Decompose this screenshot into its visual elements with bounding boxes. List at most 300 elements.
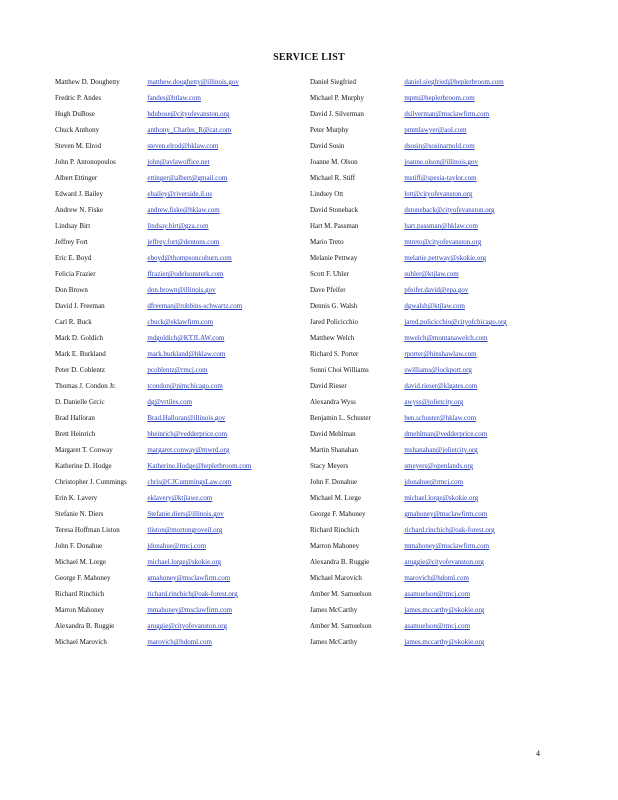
contact-email-link[interactable]: steven.elrod@hklaw.com <box>147 142 219 150</box>
contact-name: Richard Rinchich <box>309 526 360 534</box>
contact-email-link[interactable]: suhler@ktjlaw.com <box>404 270 459 278</box>
table-cell <box>404 478 575 494</box>
contact-name: David Rieser <box>309 382 347 390</box>
contact-email-link[interactable]: melanie.pettway@skokie.org <box>404 254 487 262</box>
table-cell <box>310 510 404 526</box>
contact-email-link[interactable]: Katherine.Hodge@heplerbroom.com <box>147 462 252 470</box>
contact-email-link[interactable]: ebailey@riverside.il.us <box>147 190 213 198</box>
contact-email-link[interactable]: mtreto@cityofevanston.org <box>404 238 482 246</box>
table-cell <box>55 558 147 574</box>
table-cell <box>147 158 310 174</box>
contact-email-link[interactable]: pmmlawyer@aol.com <box>404 126 467 134</box>
contact-name: Edward J. Bailey <box>55 190 104 198</box>
table-cell <box>147 446 310 462</box>
table-cell <box>55 222 147 238</box>
contact-name: George F. Mahoney <box>309 510 366 518</box>
contact-email-link[interactable]: richard.rinchich@oak-forest.org <box>147 590 238 598</box>
table-cell <box>55 142 147 158</box>
contact-name: Peter D. Coblentz <box>55 366 105 374</box>
table-cell <box>404 494 575 510</box>
table-row <box>55 286 575 302</box>
contact-name: Mario Treto <box>309 238 344 246</box>
table-cell <box>310 254 404 270</box>
contact-email-link[interactable]: james.mccarthy@skokie.org <box>404 606 485 614</box>
contact-name: Benjamin L. Schuster <box>309 414 371 422</box>
table-cell <box>55 606 147 622</box>
table-cell <box>147 110 310 126</box>
table-cell <box>147 478 310 494</box>
contact-name: Jared Policicchio <box>309 318 358 326</box>
contact-email-link[interactable]: lindsay.birt@gza.com <box>147 222 209 230</box>
table-cell <box>147 510 310 526</box>
table-cell <box>310 94 404 110</box>
table-cell <box>404 430 575 446</box>
table-cell <box>404 158 575 174</box>
table-cell <box>55 462 147 478</box>
table-cell <box>55 622 147 638</box>
table-cell <box>310 430 404 446</box>
table-cell <box>310 638 404 654</box>
contact-email-link[interactable]: mmahoney@msclawfirm.com <box>147 606 233 614</box>
table-cell <box>147 542 310 558</box>
table-cell <box>404 302 575 318</box>
table-cell <box>147 382 310 398</box>
table-cell <box>55 526 147 542</box>
table-cell <box>404 574 575 590</box>
contact-email-link[interactable]: matthew.doughetty@illinois.gov <box>147 78 239 86</box>
table-row <box>55 638 575 654</box>
table-cell <box>404 510 575 526</box>
table-row <box>55 222 575 238</box>
table-row <box>55 206 575 222</box>
contact-name: John F. Donahue <box>55 542 103 550</box>
contact-name: Matthew D. Doughetty <box>55 78 120 86</box>
table-cell <box>55 254 147 270</box>
contact-name: Marron Mahoney <box>55 606 105 614</box>
table-cell <box>310 206 404 222</box>
table-cell <box>55 270 147 286</box>
table-cell <box>404 382 575 398</box>
table-row <box>55 462 575 478</box>
table-cell <box>147 142 310 158</box>
contact-name: Richard S. Porter <box>309 350 359 358</box>
contact-email-link[interactable]: marovich@hdoml.com <box>404 574 469 582</box>
contact-email-link[interactable]: mshanahan@jolietcity.org <box>404 446 478 454</box>
table-row <box>55 622 575 638</box>
contact-email-link[interactable]: awyss@jolietcity.org <box>404 398 464 406</box>
contact-email-link[interactable]: jdonahue@rmcj.com <box>147 542 207 550</box>
contact-email-link[interactable]: daniel.siegfried@heplerbroom.com <box>404 78 504 86</box>
contact-email-link[interactable]: chris@CJCummingsLaw.com <box>147 478 232 486</box>
contact-email-link[interactable]: swilliams@lockport.org <box>404 366 472 374</box>
table-cell <box>310 606 404 622</box>
contact-name: Michael Marovich <box>55 638 107 646</box>
table-cell <box>147 462 310 478</box>
table-cell <box>147 94 310 110</box>
table-cell <box>55 302 147 318</box>
contact-email-link[interactable]: asamuelson@rmcj.com <box>404 590 471 598</box>
contact-email-link[interactable]: michael.lorge@skokie.org <box>404 494 479 502</box>
contact-name: David J. Silverman <box>309 110 364 118</box>
contact-name: Don Brown <box>55 286 88 294</box>
table-cell <box>147 334 310 350</box>
contact-email-link[interactable]: dmehlman@vedderprice.com <box>404 430 488 438</box>
table-cell <box>310 190 404 206</box>
contact-email-link[interactable]: dstoneback@cityofevanston.org <box>404 206 495 214</box>
contact-email-link[interactable]: anthony_Charles_R@cat.com <box>147 126 232 134</box>
table-cell <box>147 174 310 190</box>
contact-name: Andrew N. Fiske <box>55 206 104 214</box>
contact-name: Joanne M. Olson <box>309 158 358 166</box>
contact-name: Alexandra Wyss <box>309 398 356 406</box>
table-cell <box>404 318 575 334</box>
contact-email-link[interactable]: jared.policicchio@cityofchicago.org <box>404 318 507 326</box>
contact-email-link[interactable]: ben.schuster@hklaw.com <box>404 414 477 422</box>
contact-name: Erin K. Lavery <box>55 494 98 502</box>
table-cell <box>147 366 310 382</box>
contact-email-link[interactable]: marovich@hdoml.com <box>147 638 212 646</box>
table-row <box>55 238 575 254</box>
table-cell <box>55 590 147 606</box>
table-cell <box>310 158 404 174</box>
table-cell <box>404 206 575 222</box>
table-row <box>55 414 575 430</box>
table-cell <box>55 638 147 654</box>
table-cell <box>55 190 147 206</box>
contact-email-link[interactable]: aruggie@cityofevanston.org <box>147 622 227 630</box>
contact-email-link[interactable]: hart.passman@hklaw.com <box>404 222 478 230</box>
table-cell <box>310 270 404 286</box>
contact-email-link[interactable]: richard.rinchich@oak-forest.org <box>404 526 495 534</box>
contact-name: David Sosin <box>309 142 345 150</box>
table-cell <box>404 606 575 622</box>
contact-email-link[interactable]: dfreeman@robbins-schwartz.com <box>147 302 243 310</box>
contact-email-link[interactable]: andrew.fiske@hklaw.com <box>147 206 220 214</box>
contact-email-link[interactable]: dg@vrtiles.com <box>147 398 193 406</box>
contact-email-link[interactable]: mstiff@spesia-taylor.com <box>404 174 477 182</box>
table-cell <box>404 254 575 270</box>
table-cell <box>55 286 147 302</box>
contact-name: Scott F. Uhler <box>309 270 349 278</box>
contact-email-link[interactable]: gmahoney@msclawfirm.com <box>404 510 488 518</box>
table-cell <box>147 78 310 94</box>
table-cell <box>404 94 575 110</box>
table-cell <box>404 142 575 158</box>
contact-email-link[interactable]: mdgoldich@KTJLAW.com <box>147 334 225 342</box>
contact-name: Alexandra B. Ruggie <box>55 622 115 630</box>
contact-email-link[interactable]: asamuelson@rmcj.com <box>404 622 471 630</box>
contact-name: Mark E. Burkland <box>55 350 106 358</box>
table-cell <box>404 238 575 254</box>
contact-email-link[interactable]: don.brown@illinois.gov <box>147 286 216 294</box>
table-cell <box>404 558 575 574</box>
contact-name: Richard Rinchich <box>55 590 105 598</box>
table-cell <box>147 430 310 446</box>
table-cell <box>147 638 310 654</box>
contact-name: Lindsay Birt <box>55 222 91 230</box>
contact-email-link[interactable]: dsosin@sosinarnold.com <box>404 142 475 150</box>
table-cell <box>310 110 404 126</box>
contact-email-link[interactable]: mmahoney@msclawfirm.com <box>404 542 490 550</box>
table-cell <box>147 622 310 638</box>
table-cell <box>55 158 147 174</box>
table-cell <box>310 398 404 414</box>
contact-name: Christopher J. Cummings <box>55 478 127 486</box>
table-row <box>55 606 575 622</box>
contact-email-link[interactable]: cbuck@eklawfirm.com <box>147 318 214 326</box>
table-row <box>55 350 575 366</box>
table-cell <box>310 302 404 318</box>
contact-name: Melanie Pettway <box>309 254 358 262</box>
contact-name: Michael Marovich <box>309 574 362 582</box>
contact-email-link[interactable]: Stefanie.diers@illinois.gov <box>147 510 224 518</box>
table-cell <box>147 190 310 206</box>
contact-name: Michael M. Lorge <box>55 558 106 566</box>
contact-email-link[interactable]: jeffrey.fort@dentons.com <box>147 238 220 246</box>
service-list-table <box>55 78 575 654</box>
contact-email-link[interactable]: ffrazier@odelsonsterk.com <box>147 270 224 278</box>
table-cell <box>310 590 404 606</box>
table-cell <box>310 318 404 334</box>
contact-name: Thomas J. Condon Jr. <box>55 382 116 390</box>
page-title: SERVICE LIST <box>273 52 345 63</box>
table-row <box>55 270 575 286</box>
table-cell <box>147 126 310 142</box>
contact-email-link[interactable]: bheinrich@vedderprice.com <box>147 430 228 438</box>
table-cell <box>310 494 404 510</box>
table-cell <box>404 526 575 542</box>
contact-email-link[interactable]: fandes@btlaw.com <box>147 94 201 102</box>
table-cell <box>404 110 575 126</box>
table-row <box>55 318 575 334</box>
table-cell <box>310 350 404 366</box>
table-cell <box>404 190 575 206</box>
table-cell <box>310 174 404 190</box>
contact-name: David Stoneback <box>309 206 358 214</box>
contact-name: David Mehlman <box>309 430 356 438</box>
table-row <box>55 430 575 446</box>
table-cell <box>55 174 147 190</box>
contact-name: Hart M. Passman <box>309 222 359 230</box>
contact-name: George F. Mahoney <box>55 574 111 582</box>
contact-email-link[interactable]: hdubose@cityofevanston.org <box>147 110 230 118</box>
table-cell <box>404 462 575 478</box>
table-cell <box>147 574 310 590</box>
table-cell <box>147 350 310 366</box>
table-cell <box>404 126 575 142</box>
table-cell <box>310 382 404 398</box>
contact-email-link[interactable]: eboyd@thompsoncoburn.com <box>147 254 232 262</box>
contact-email-link[interactable]: tliston@mortongroveil.org <box>147 526 223 534</box>
contact-name: Peter Murphy <box>309 126 349 134</box>
contact-name: Dave Pfeifer <box>309 286 346 294</box>
table-cell <box>310 574 404 590</box>
table-cell <box>310 126 404 142</box>
contact-email-link[interactable]: ettinger@albert@gmail.com <box>147 174 228 182</box>
table-cell <box>310 446 404 462</box>
contact-email-link[interactable]: mwelch@montanawelch.com <box>404 334 488 342</box>
contact-name: Fredric P. Andes <box>55 94 102 102</box>
table-cell <box>55 478 147 494</box>
contact-name: Hugh DuBose <box>55 110 95 118</box>
table-cell <box>310 622 404 638</box>
table-cell <box>147 302 310 318</box>
contact-email-link[interactable]: dgwalsh@ktjlaw.com <box>404 302 465 310</box>
table-cell <box>404 286 575 302</box>
contact-email-link[interactable]: michael.lorge@skokie.org <box>147 558 222 566</box>
table-cell <box>55 414 147 430</box>
table-cell <box>404 446 575 462</box>
table-cell <box>55 78 147 94</box>
table-cell <box>147 526 310 542</box>
contact-email-link[interactable]: james.mccarthy@skokie.org <box>404 638 485 646</box>
table-cell <box>310 542 404 558</box>
contact-name: James McCarthy <box>309 606 358 614</box>
table-cell <box>55 126 147 142</box>
contact-name: Jeffrey Fort <box>55 238 88 246</box>
table-cell <box>55 510 147 526</box>
table-cell <box>55 94 147 110</box>
table-cell <box>55 318 147 334</box>
contact-email-link[interactable]: eklavery@ktjlawe.com <box>147 494 213 502</box>
table-cell <box>404 222 575 238</box>
contact-name: John P. Antonopoulos <box>55 158 116 166</box>
contact-name: James McCarthy <box>309 638 358 646</box>
contact-email-link[interactable]: mark.burkland@hklaw.com <box>147 350 226 358</box>
page-number: 4 <box>536 749 540 758</box>
contact-name: Stefanie N. Diers <box>55 510 104 518</box>
table-cell <box>55 398 147 414</box>
table-cell <box>404 350 575 366</box>
table-row <box>55 126 575 142</box>
contact-name: Michael P. Murphy <box>309 94 364 102</box>
table-cell <box>147 606 310 622</box>
contact-name: Matthew Welch <box>309 334 355 342</box>
contact-email-link[interactable]: david.rieser@klgates.com <box>404 382 478 390</box>
contact-email-link[interactable]: pcoblentz@rmcj.com <box>147 366 208 374</box>
contact-name: Lindsey Ott <box>309 190 344 198</box>
contact-email-link[interactable]: margaret.conway@mwrd.org <box>147 446 230 454</box>
contact-email-link[interactable]: gmahoney@msclawfirm.com <box>147 574 231 582</box>
table-cell <box>310 238 404 254</box>
table-cell <box>147 206 310 222</box>
contact-name: Steven M. Elrod <box>55 142 102 150</box>
table-row <box>55 366 575 382</box>
table-row <box>55 494 575 510</box>
contact-name: Katherine D. Hodge <box>55 462 112 470</box>
table-cell <box>404 270 575 286</box>
table-row <box>55 382 575 398</box>
contact-email-link[interactable]: rporter@hinshawlaw.com <box>404 350 477 358</box>
contact-email-link[interactable]: john@avlawoffice.net <box>147 158 210 166</box>
contact-name: Eric E. Boyd <box>55 254 92 262</box>
contact-email-link[interactable]: Brad.Halloran@illinois.gov <box>147 414 226 422</box>
table-cell <box>310 478 404 494</box>
table-cell <box>310 222 404 238</box>
table-cell <box>404 622 575 638</box>
table-row <box>55 174 575 190</box>
table-cell <box>310 526 404 542</box>
contact-email-link[interactable]: jdonahue@rmcj.com <box>404 478 464 486</box>
contact-name: John F. Donahue <box>309 478 358 486</box>
contact-email-link[interactable]: smeyers@openlands.org <box>404 462 474 470</box>
table-cell <box>310 558 404 574</box>
contact-name: Mark D. Goldich <box>55 334 104 342</box>
table-cell <box>147 286 310 302</box>
table-cell <box>147 270 310 286</box>
table-cell <box>55 542 147 558</box>
contact-name: Brett Heinrich <box>55 430 96 438</box>
table-cell <box>404 174 575 190</box>
table-row <box>55 542 575 558</box>
contact-email-link[interactable]: lott@cityofevanston.org <box>404 190 473 198</box>
table-cell <box>404 334 575 350</box>
table-cell <box>55 206 147 222</box>
table-cell <box>147 318 310 334</box>
contact-name: Marron Mahoney <box>309 542 360 550</box>
contact-name: Amber M. Samuelson <box>309 622 372 630</box>
table-cell <box>55 366 147 382</box>
table-row <box>55 398 575 414</box>
table-cell <box>147 398 310 414</box>
table-cell <box>147 254 310 270</box>
table-cell <box>55 574 147 590</box>
table-cell <box>55 238 147 254</box>
table-cell <box>310 462 404 478</box>
table-row <box>55 158 575 174</box>
table-cell <box>404 590 575 606</box>
table-cell <box>55 494 147 510</box>
contact-email-link[interactable]: mpm@heplerbroom.com <box>404 94 475 102</box>
contact-name: Stacy Meyers <box>309 462 349 470</box>
table-row <box>55 94 575 110</box>
table-cell <box>310 142 404 158</box>
contact-name: Albert Ettinger <box>55 174 98 182</box>
table-cell <box>310 414 404 430</box>
table-row <box>55 590 575 606</box>
contact-email-link[interactable]: aruggie@cityofevanston.org <box>404 558 484 566</box>
contact-name: Michael R. Stiff <box>309 174 356 182</box>
table-cell <box>55 382 147 398</box>
table-row <box>55 190 575 206</box>
table-cell <box>404 542 575 558</box>
table-cell <box>55 446 147 462</box>
table-cell <box>404 78 575 94</box>
table-cell <box>310 78 404 94</box>
table-row <box>55 78 575 94</box>
table-cell <box>147 590 310 606</box>
contact-name: Carl R. Buck <box>55 318 92 326</box>
contact-email-link[interactable]: tcondon@pjmchicago.com <box>147 382 223 390</box>
table-cell <box>55 430 147 446</box>
table-cell <box>147 222 310 238</box>
contact-name: Brad Halloran <box>55 414 95 422</box>
table-row <box>55 142 575 158</box>
table-cell <box>55 334 147 350</box>
contact-email-link[interactable]: pfeifer.david@epa.gov <box>404 286 469 294</box>
contact-name: Amber M. Samuelson <box>309 590 372 598</box>
table-row <box>55 574 575 590</box>
table-row <box>55 334 575 350</box>
contact-name: Margaret T. Conway <box>55 446 113 454</box>
contact-email-link[interactable]: dsilverman@msclawfirm.com <box>404 110 490 118</box>
table-row <box>55 478 575 494</box>
table-row <box>55 302 575 318</box>
contact-name: Dennis G. Walsh <box>309 302 358 310</box>
contact-name: Daniel Siegfried <box>309 78 357 86</box>
table-cell <box>310 286 404 302</box>
contact-email-link[interactable]: joanne.olson@illinois.gov <box>404 158 479 166</box>
